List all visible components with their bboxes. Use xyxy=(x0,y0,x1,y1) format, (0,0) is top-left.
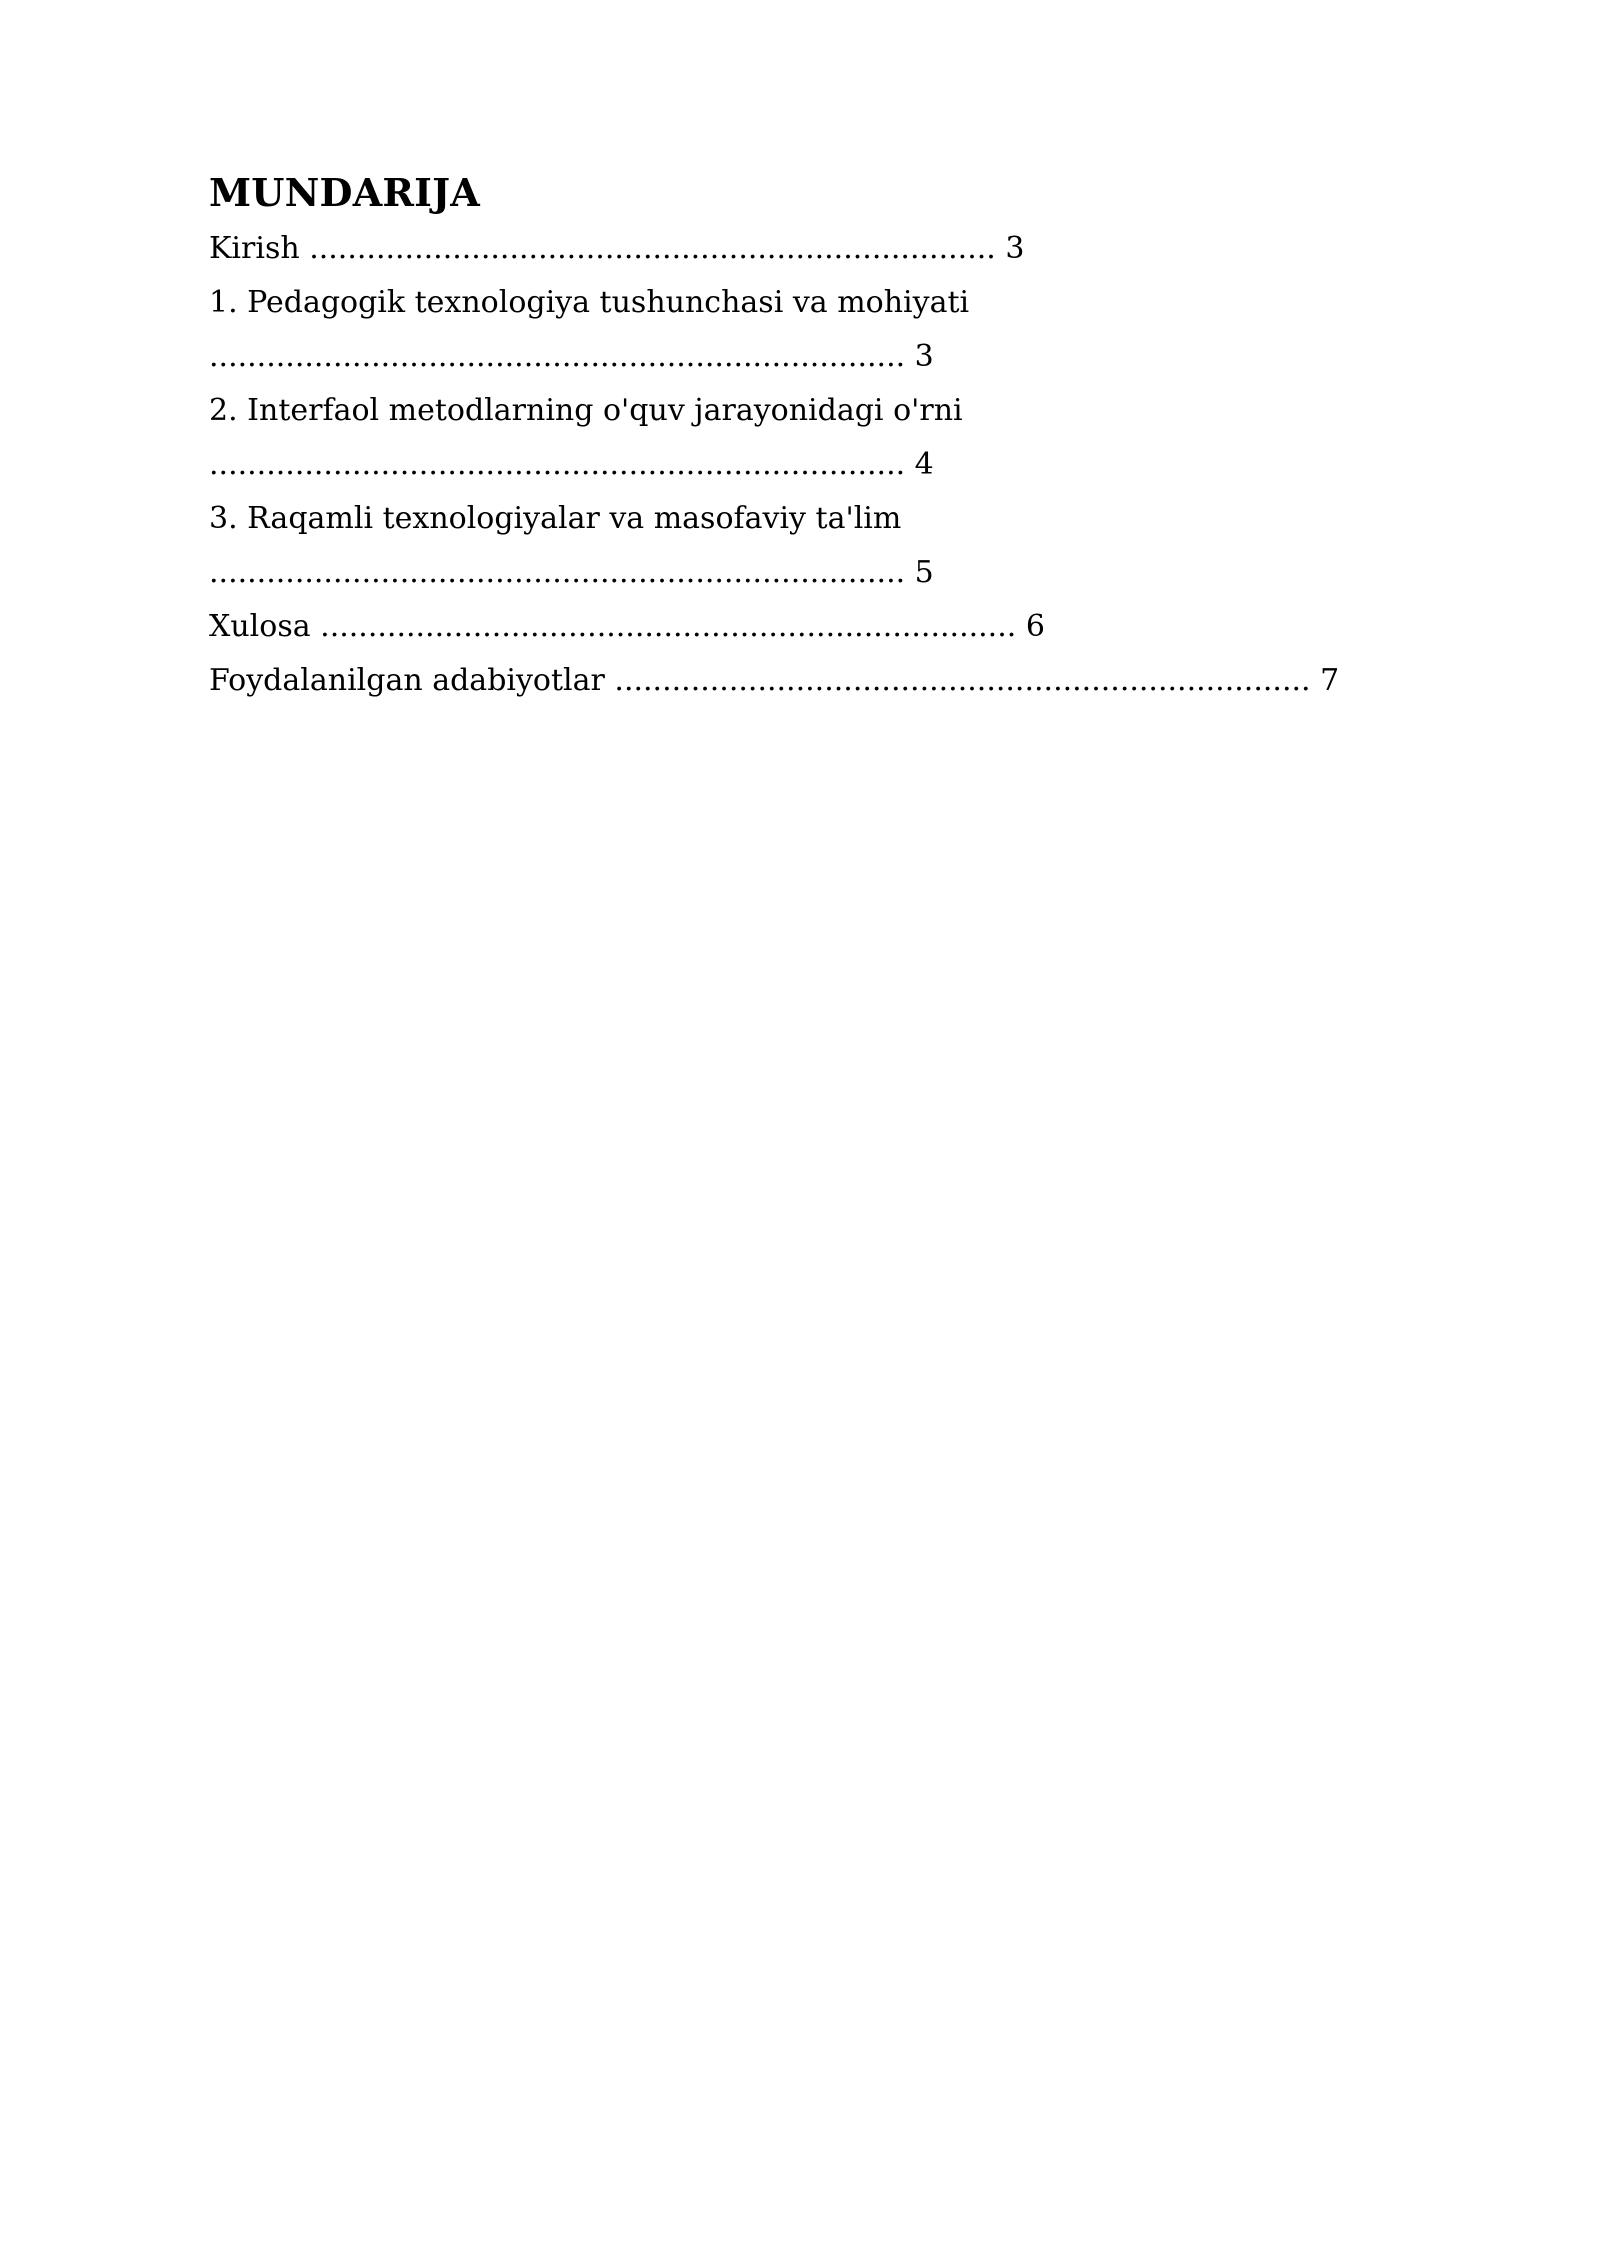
toc-entry-3-title: 3. Raqamli texnologiyalar va masofaviy ta'lim xyxy=(209,501,902,536)
toc-entry-2-leader: ......................................................................... 4 xyxy=(209,447,934,482)
table-of-contents xyxy=(209,166,1409,708)
toc-entry-adabiyotlar: Foydalanilgan adabiyotlar ......................................................................... 7 xyxy=(209,663,1340,698)
toc-entry-1-title: 1. Pedagogik texnologiya tushunchasi va mohiyati xyxy=(209,285,970,320)
toc-entry-1-leader: ......................................................................... 3 xyxy=(209,339,934,374)
toc-entry-xulosa: Xulosa ......................................................................... 6 xyxy=(209,609,1045,644)
toc-entry-2-title: 2. Interfaol metodlarning o'quv jarayonidagi o'rni xyxy=(209,393,963,428)
toc-entry-3-leader: ......................................................................... 5 xyxy=(209,555,934,590)
toc-heading: MUNDARIJA xyxy=(209,170,480,215)
toc-entry-kirish: Kirish ........................................................................ 3 xyxy=(209,231,1025,266)
